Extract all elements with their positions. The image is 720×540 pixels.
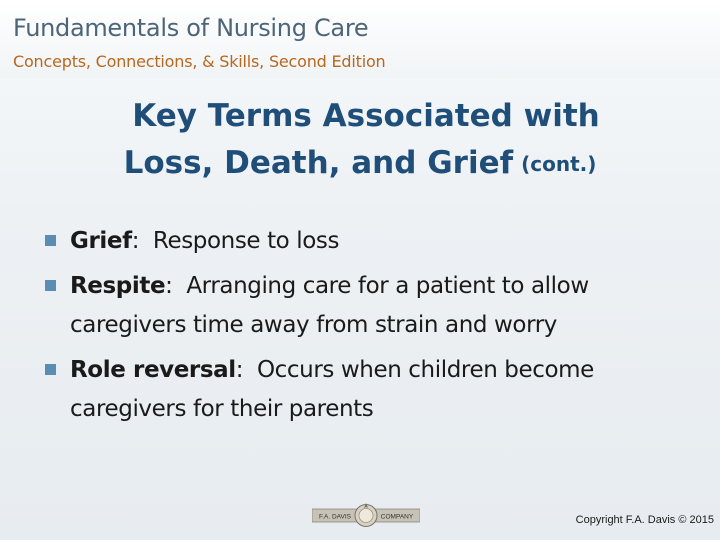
square-bullet-icon <box>45 364 56 375</box>
copyright-notice: Copyright F.A. Davis © 2015 <box>575 514 714 526</box>
bullet-list <box>45 222 685 435</box>
book-title: Fundamentals of Nursing Care <box>13 14 369 42</box>
bullet-term: Role reversal <box>70 357 236 383</box>
slide-title-line-2-text: Loss, Death, and Grief <box>123 145 514 181</box>
slide-header <box>0 0 720 78</box>
bullet-definition: Occurs when children become caregivers for their parents <box>70 357 594 422</box>
slide-title-suffix: (cont.) <box>521 152 597 176</box>
slide-title-line-1: Key Terms Associated with <box>132 98 600 134</box>
square-bullet-icon <box>45 280 56 291</box>
bullet-item-role-reversal <box>45 351 685 429</box>
bullet-separator: : <box>165 273 187 299</box>
bullet-item-grief <box>45 222 685 261</box>
slide-title-line-2 <box>60 138 660 191</box>
bullet-item-respite <box>45 267 685 345</box>
logo-text-left: F.A. DAVIS <box>318 513 352 521</box>
bullet-term: Respite <box>70 273 166 299</box>
bullet-definition: Arranging care for a patient to allow caregivers time away from strain and worry <box>70 273 589 338</box>
bullet-term: Grief <box>70 228 132 254</box>
book-subtitle: Concepts, Connections, & Skills, Second Edition <box>13 52 386 71</box>
fa-davis-logo <box>312 500 420 532</box>
square-bullet-icon <box>45 235 56 246</box>
logo-text-right: COMPANY <box>380 513 414 521</box>
bullet-definition: Response to loss <box>152 228 340 254</box>
bullet-separator: : <box>235 357 257 383</box>
bullet-separator: : <box>131 228 153 254</box>
slide-title <box>60 94 660 191</box>
